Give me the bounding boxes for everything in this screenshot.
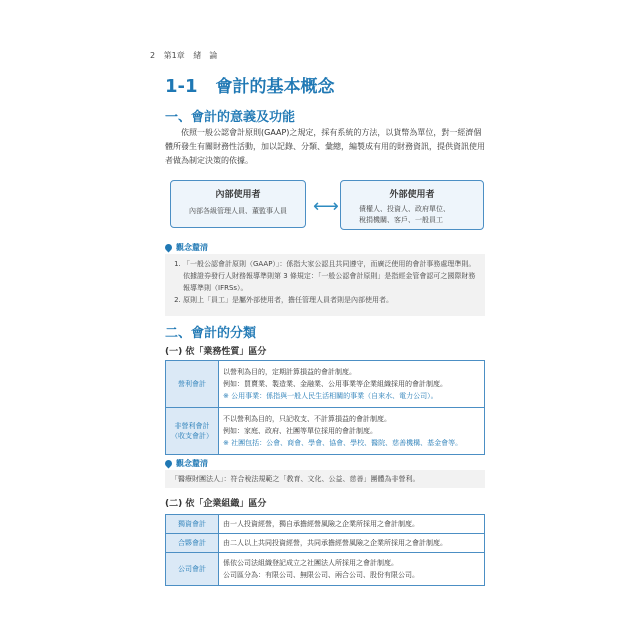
section-title-text: 會計的基本概念 xyxy=(215,77,335,97)
heading-by-org: (二) 依「企業組織」區分 xyxy=(165,499,267,509)
chapter-label: 第1章 xyxy=(163,51,185,60)
row-content-company: 係依公司法組織登記成立之社團法人所採用之會計制度。 公司區分為：有限公司、無限公司、兩合公司、股份有限公司。 xyxy=(219,553,485,586)
table-row xyxy=(166,515,485,534)
section-number: 1-1 xyxy=(165,76,198,97)
chapter-title: 緒 論 xyxy=(193,51,218,60)
external-users-line1: 債權人、投資人、政府單位、 xyxy=(359,205,450,213)
note-item-2: 2. 原則上「員工」是屬外部使用者，擔任管理人員者則是內部使用者。 xyxy=(183,294,479,306)
external-users-box xyxy=(340,180,484,230)
internal-users-desc: 內部各級管理人員、董監事人員 xyxy=(189,207,287,215)
definition-paragraph: 依照一般公認會計原則(GAAP)之規定，採有系統的方法，以貨幣為單位，對一經濟個體所發生有關財務性活動，加以記錄、分類、彙總，編製成有用的財務資訊，提供資訊使用者做為制定決策的依據。 xyxy=(165,128,485,165)
row-content-sole: 由一人投資經營，獨自承擔經營風險之企業所採用之會計制度。 xyxy=(219,515,485,534)
heading-by-nature: (一) 依「業務性質」區分 xyxy=(165,347,267,357)
row-content-nonprofit: 不以營利為目的，只記收支、不計算損益的會計制度。 例如：家庭、政府、社團等單位採用的會計制度。 ※ 社團包括：公會、商會、學會、協會、學校、醫院、慈善機構、基金會等。 xyxy=(219,408,485,455)
table-row xyxy=(166,534,485,553)
row-label-nonprofit: 非營利會計（收支會計） xyxy=(166,408,219,455)
pin-icon xyxy=(164,243,174,253)
note2-text: 「醫療財團法人」：符合稅法規範之「教育、文化、公益、慈善」團體為非營利。 xyxy=(171,475,420,483)
heading-classification: 二、會計的分類 xyxy=(165,326,257,341)
external-users-title: 外部使用者 xyxy=(389,190,435,200)
row-content-profit: 以營利為目的，定期計算損益的會計制度。 例如：買賣業、製造業、金融業、公用事業等企業組織採用的會計制度。 ※ 公用事業：係指與一般人民生活相關的事業（自來水、電力公司）。 xyxy=(219,361,485,408)
table-row xyxy=(166,553,485,586)
external-users-line2: 稅捐機關、客戶、一般員工 xyxy=(359,216,443,224)
page-number: 2 xyxy=(150,51,156,60)
table-row xyxy=(166,408,485,455)
double-arrow-icon: ⟷ xyxy=(313,196,339,217)
note-heading: 觀念釐清 xyxy=(165,242,208,253)
row-label-partnership: 合夥會計 xyxy=(166,534,219,553)
row-content-partnership: 由二人以上共同投資經營，共同承擔經營風險之企業所採用之會計制度。 xyxy=(219,534,485,553)
pin-icon xyxy=(164,459,174,469)
note2-heading: 觀念釐清 xyxy=(165,458,208,469)
nature-table xyxy=(165,360,485,455)
org-table xyxy=(165,514,485,586)
row-label-company: 公司會計 xyxy=(166,553,219,586)
section-title xyxy=(165,72,335,97)
heading-meaning: 一、會計的意義及功能 xyxy=(165,110,296,125)
table-row xyxy=(166,361,485,408)
running-header xyxy=(150,50,223,61)
note-list xyxy=(171,258,479,306)
note-box xyxy=(165,254,485,316)
note-item-1: 1. 「一般公認會計原則（GAAP）」：係指大家公認且共同遵守，而廣泛使用的會計事務處理準則。依據證券發行人財務報導準則第 3 條規定：「一般公認會計原則」是指經金管會認可之國際財務報導準則（IFRSs）。 xyxy=(183,258,479,294)
row-label-sole: 獨資會計 xyxy=(166,515,219,534)
external-users-desc xyxy=(341,204,483,226)
note2-box xyxy=(165,470,485,488)
internal-users-title: 內部使用者 xyxy=(215,190,261,200)
row-label-profit: 營利會計 xyxy=(166,361,219,408)
internal-users-box xyxy=(170,180,306,228)
